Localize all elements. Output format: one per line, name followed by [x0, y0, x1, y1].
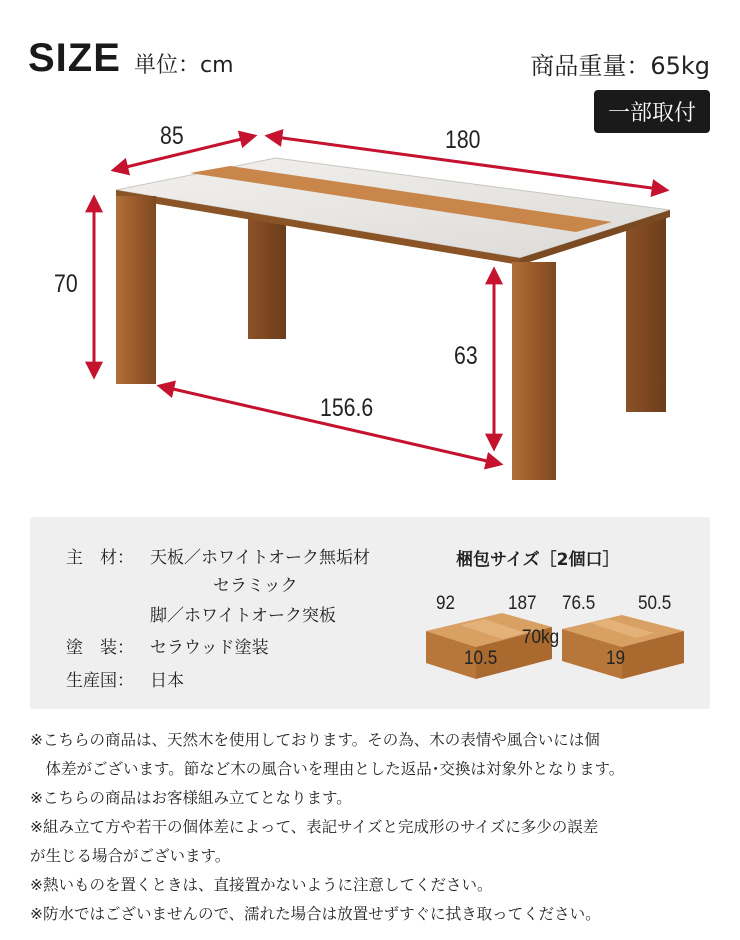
clearance-label: 63: [454, 342, 478, 370]
note-line-6: ※熱いものを置くときは、直接置かないように注意してください。: [30, 876, 493, 894]
product-weight: 商品重量：65kg: [530, 52, 710, 80]
unit-label: 単位：cm: [134, 53, 234, 78]
note-line-3: ※こちらの商品はお客様組み立てとなります。: [30, 789, 352, 807]
box1-dim-c: 10.5: [464, 648, 498, 669]
material-value-1: 天板／ホワイトオーク無垢材: [150, 548, 370, 568]
origin-label: 生産国：: [66, 671, 134, 691]
assembly-badge: 一部取付: [594, 90, 710, 133]
front-right-leg: [512, 262, 556, 480]
origin-value: 日本: [150, 671, 184, 691]
note-line-2: 体差がございます。節など木の風合いを理由とした返品･交換は対象外となります。: [30, 760, 625, 778]
depth-arrow: [114, 136, 254, 170]
note-line-7: ※防水ではございませんので、濡れた場合は放置せずすぐに拭き取ってください。: [30, 905, 601, 923]
width-label: 180: [445, 126, 481, 154]
tabletop: [116, 158, 670, 265]
package-total-weight: 70kg: [522, 627, 560, 648]
material-label: 主 材：: [66, 548, 134, 568]
height-label: 70: [54, 270, 78, 298]
front-left-leg: [116, 196, 156, 384]
back-left-leg: [248, 213, 286, 339]
box2-dim-a: 76.5: [562, 593, 596, 614]
back-right-leg: [626, 210, 666, 412]
spec-panel: [30, 517, 710, 709]
box2-dim-c: 19: [606, 648, 626, 669]
note-line-5: が生じる場合がございます。: [30, 847, 231, 865]
finish-value: セラウッド塗装: [150, 638, 269, 658]
material-value-2: セラミック: [213, 576, 298, 596]
box1-dim-b: 187: [508, 593, 537, 614]
package-title: 梱包サイズ［2個口］: [456, 550, 620, 570]
box1-dim-a: 92: [436, 593, 456, 614]
note-line-4: ※組み立て方や若干の個体差によって、表記サイズと完成形のサイズに多少の誤差: [30, 818, 599, 836]
inner-width-label: 156.6: [320, 394, 374, 422]
finish-label: 塗 装：: [66, 638, 134, 658]
size-title: SIZE: [28, 36, 121, 80]
material-value-3: 脚／ホワイトオーク突板: [150, 606, 336, 626]
note-line-1: ※こちらの商品は、天然木を使用しております。その為、木の表情や風合いには個: [30, 731, 600, 749]
depth-label: 85: [160, 122, 184, 150]
box2-dim-b: 50.5: [638, 593, 672, 614]
